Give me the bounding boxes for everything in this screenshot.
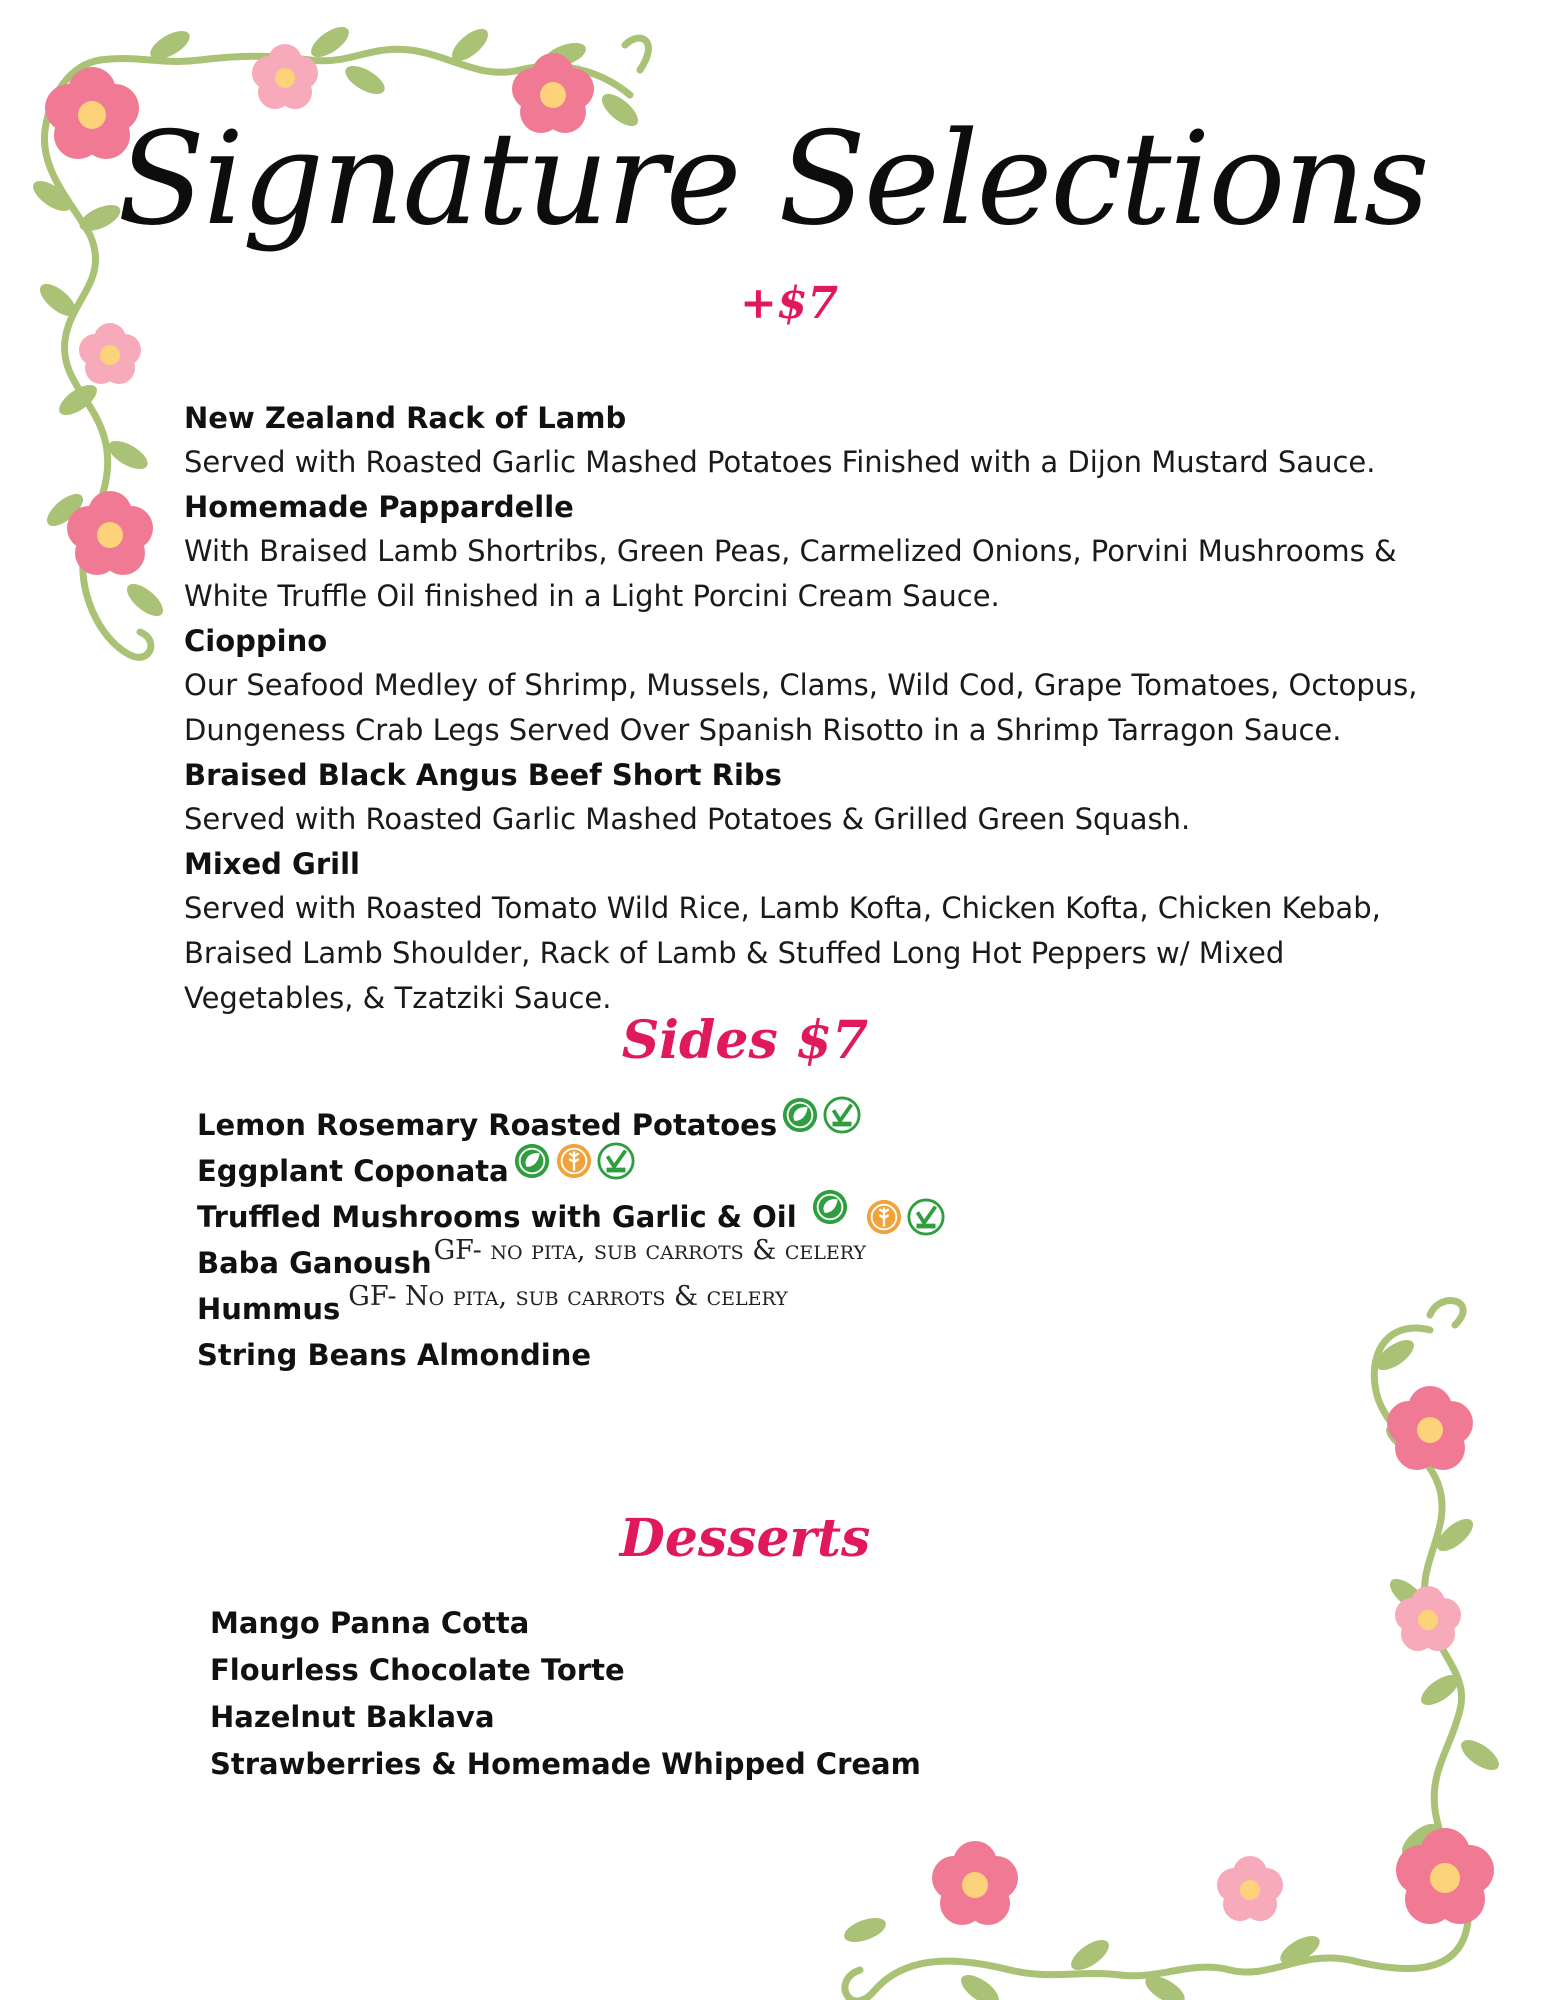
dish-description: Braised Lamb Shoulder, Rack of Lamb & Stuffed Long Hot Peppers w/ Mixed bbox=[184, 936, 1285, 970]
dish-name: Braised Black Angus Beef Short Ribs bbox=[184, 758, 782, 792]
side-item-name: String Beans Almondine bbox=[197, 1338, 592, 1372]
dish-description: With Braised Lamb Shortribs, Green Peas, Carmelized Onions, Porvini Mushrooms & bbox=[184, 534, 1397, 568]
dish-description: Dungeness Crab Legs Served Over Spanish Risotto in a Shrimp Tarragon Sauce. bbox=[184, 713, 1342, 747]
menu-title: Signature Selections bbox=[117, 105, 1428, 254]
sides-heading: Sides $7 bbox=[621, 1010, 869, 1071]
dessert-item: Strawberries & Homemade Whipped Cream bbox=[210, 1747, 921, 1781]
desserts-list bbox=[210, 1600, 1110, 1788]
dish-description: Served with Roasted Garlic Mashed Potatoes & Grilled Green Squash. bbox=[184, 802, 1191, 836]
dish-description: White Truffle Oil finished in a Light Porcini Cream Sauce. bbox=[184, 579, 1000, 613]
vegetarian-icon bbox=[781, 1096, 819, 1134]
dessert-item: Hazelnut Baklava bbox=[210, 1700, 495, 1734]
side-item-name: Eggplant Coponata bbox=[197, 1154, 509, 1188]
side-item-name: Hummus bbox=[197, 1292, 341, 1326]
dish-description: Served with Roasted Tomato Wild Rice, Lamb Kofta, Chicken Kofta, Chicken Kebab, bbox=[184, 891, 1381, 925]
side-item bbox=[197, 1332, 1097, 1378]
side-item-name: Lemon Rosemary Roasted Potatoes bbox=[197, 1108, 778, 1142]
gluten-free-note: GF- No pita, sub carrots & celery bbox=[348, 1281, 788, 1312]
dish-description: Served with Roasted Garlic Mashed Potatoes Finished with a Dijon Mustard Sauce. bbox=[184, 445, 1376, 479]
dessert-item: Mango Panna Cotta bbox=[210, 1606, 530, 1640]
dish-description: Vegetables, & Tzatziki Sauce. bbox=[184, 981, 612, 1015]
desserts-heading: Desserts bbox=[619, 1508, 871, 1569]
signature-price: +$7 bbox=[740, 278, 839, 329]
dish-name: Homemade Pappardelle bbox=[184, 490, 574, 524]
vegan-icon bbox=[597, 1142, 635, 1180]
dish-name: New Zealand Rack of Lamb bbox=[184, 401, 627, 435]
dish-name: Mixed Grill bbox=[184, 847, 360, 881]
vegan-icon bbox=[907, 1198, 945, 1236]
dessert-item: Flourless Chocolate Torte bbox=[210, 1653, 625, 1687]
gluten-free-icon bbox=[555, 1142, 593, 1180]
vegan-icon bbox=[823, 1096, 861, 1134]
signature-dishes-list bbox=[184, 396, 1444, 1021]
gluten-free-note: GF- no pita, sub carrots & celery bbox=[433, 1235, 867, 1266]
dish-description: Our Seafood Medley of Shrimp, Mussels, Clams, Wild Cod, Grape Tomatoes, Octopus, bbox=[184, 668, 1418, 702]
side-item bbox=[197, 1102, 1097, 1148]
side-item bbox=[197, 1281, 1097, 1332]
gluten-free-icon bbox=[865, 1198, 903, 1236]
sides-list bbox=[197, 1102, 1097, 1378]
side-item bbox=[197, 1148, 1097, 1194]
side-item-name: Truffled Mushrooms with Garlic & Oil bbox=[197, 1200, 797, 1234]
vegetarian-icon bbox=[513, 1142, 551, 1180]
side-item-name: Baba Ganoush bbox=[197, 1246, 432, 1280]
vegetarian-icon bbox=[811, 1188, 849, 1226]
dish-name: Cioppino bbox=[184, 624, 328, 658]
